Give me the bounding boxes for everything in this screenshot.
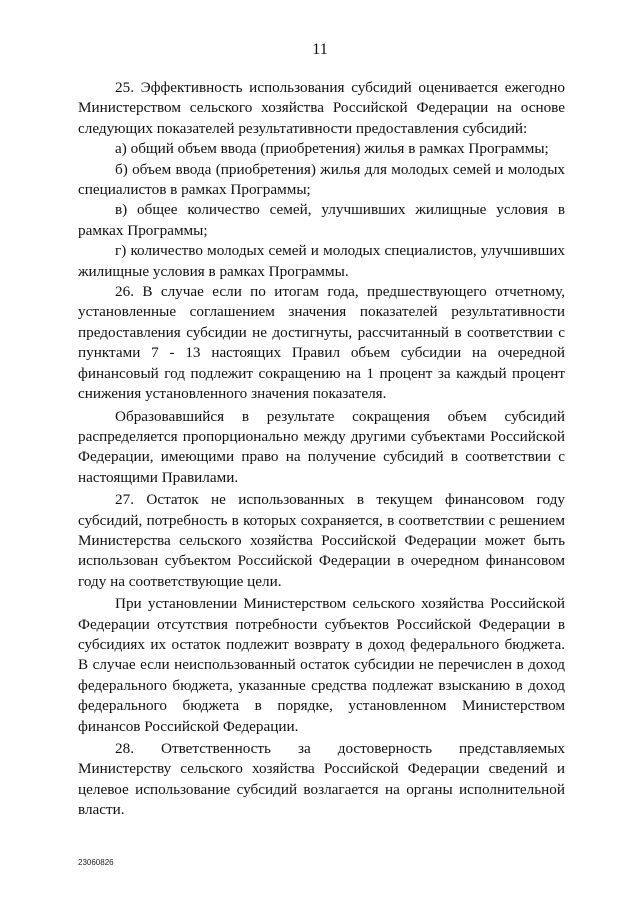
page-number: 11 <box>312 41 328 58</box>
paragraph-25: 25. Эффективность использования субсидий оценивается ежегодно Министерством сельского хозяйства Российской Федерации на основе следующих показателей результативности предоставления субсидий: <box>78 79 565 137</box>
list-item-b: б) объем ввода (приобретения) жилья для молодых семей и молодых специалистов в рамках Программы; <box>78 160 565 199</box>
list-item-v: в) общее количество семей, улучшивших жилищные условия в рамках Программы; <box>78 201 565 239</box>
document-body <box>78 78 565 821</box>
paragraph-26-continued: Образовавшийся в результате сокращения объем субсидий распределяется пропорционально между другими субъектами Российской Федерации, имеющими право на получение субсидий в соответствии с настоящими Правилами. <box>78 407 565 486</box>
paragraph-27-continued: При установлении Министерством сельского хозяйства Российской Федерации отсутствия потребности субъектов Российской Федерации в субсидиях их остаток подлежит возврату в доход федерального бюджета. В случае если неиспользованный остаток субсидии не перечислен в доход федерального бюджета, указанные средства подлежат взысканию в доход федерального бюджета в порядке, установленном Министерством финансов Российской Федерации. <box>78 595 565 735</box>
list-item-a: а) общий объем ввода (приобретения) жилья в рамках Программы; <box>115 140 549 158</box>
document-code: 23060826 <box>78 858 114 867</box>
list-item-g: г) количество молодых семей и молодых специалистов, улучшивших жилищные условия в рамках Программы. <box>78 242 565 280</box>
paragraph-28: 28. Ответственность за достоверность представляемых Министерству сельского хозяйства Российской Федерации сведений и целевое использование субсидий возлагается на органы исполнительной власти. <box>78 740 565 819</box>
paragraph-27: 27. Остаток не использованных в текущем финансовом году субсидий, потребность в которых сохраняется, в соответствии с решением Министерства сельского хозяйства Российской Федерации может быть использован субъектом Российской Федерации в очередном финансовом году на соответствующие цели. <box>78 491 565 590</box>
paragraph-26: 26. В случае если по итогам года, предшествующего отчетному, установленные соглашением значения показателей результативности предоставления субсидии не достигнуты, рассчитанный в соответствии с пунктами 7 - 13 настоящих Правил объем субсидии на очередной финансовый год подлежит сокращению на 1 процент за каждый процент снижения установленного значения показателя. <box>78 283 565 403</box>
